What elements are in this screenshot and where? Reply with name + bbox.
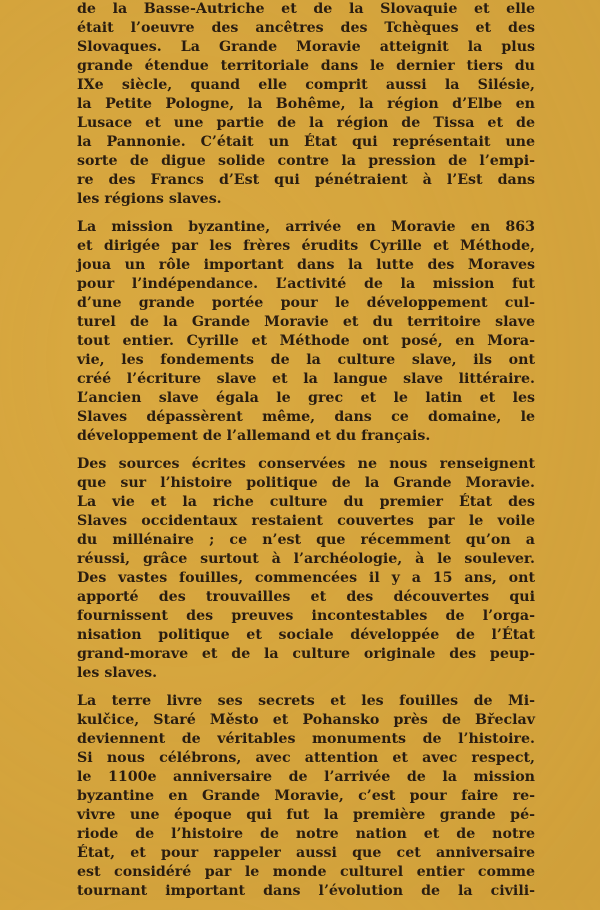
text-line: et dirigée par les frères érudits Cyrille et Méthode, — [77, 238, 535, 254]
text-line: apporté des trouvailles et des découvertes qui — [77, 589, 535, 605]
text-line: re des Francs d’Est qui pénétraient à l’Est dans — [77, 172, 535, 188]
text-line: byzantine en Grande Moravie, c’est pour faire re- — [77, 788, 535, 804]
text-line: riode de l’histoire de notre nation et de notre — [77, 826, 535, 842]
text-line: d’une grande portée pour le développement cul- — [77, 295, 535, 311]
text-line: La terre livre ses secrets et les fouilles de Mi- — [77, 693, 535, 709]
text-line: était l’oeuvre des ancêtres des Tchèques et des — [77, 20, 535, 36]
text-line: que sur l’histoire politique de la Grande Moravie. — [77, 475, 535, 491]
text-line: grand-morave et de la culture originale des peup- — [77, 646, 535, 662]
text-line: sorte de digue solide contre la pression de l’empi- — [77, 153, 535, 169]
text-line: tournant important dans l’évolution de la civili- — [77, 883, 535, 899]
text-line: La mission byzantine, arrivée en Moravie en 863 — [77, 219, 535, 235]
text-line: créé l’écriture slave et la langue slave littéraire. — [77, 371, 535, 387]
text-line: Slaves dépassèrent même, dans ce domaine, le — [77, 409, 535, 425]
text-line: réussi, grâce surtout à l’archéologie, à le soulever. — [77, 551, 535, 567]
text-line: les régions slaves. — [77, 191, 222, 207]
paragraph — [77, 455, 535, 683]
text-line: vie, les fondements de la culture slave, ils ont — [77, 352, 535, 368]
text-line: de la Basse-Autriche et de la Slovaquie et elle — [77, 1, 535, 17]
text-line: joua un rôle important dans la lutte des Moraves — [77, 257, 535, 273]
paragraph — [77, 218, 535, 446]
text-line: turel de la Grande Moravie et du territoire slave — [77, 314, 535, 330]
paragraph — [77, 0, 535, 209]
text-line: pour l’indépendance. L’activité de la mission fut — [77, 276, 535, 292]
text-line: Slovaques. La Grande Moravie atteignit la plus — [77, 39, 535, 55]
text-line: du millénaire ; ce n’est que récemment qu’on a — [77, 532, 535, 548]
paragraph — [77, 692, 535, 901]
text-line: deviennent de véritables monuments de l’histoire. — [77, 731, 535, 747]
text-line: État, et pour rappeler aussi que cet anniversaire — [77, 845, 535, 861]
text-line: tout entier. Cyrille et Méthode ont posé, en Mora- — [77, 333, 535, 349]
text-line: les slaves. — [77, 665, 158, 681]
text-line: Des vastes fouilles, commencées il y a 15 ans, ont — [77, 570, 535, 586]
text-line: grande étendue territoriale dans le dernier tiers du — [77, 58, 535, 74]
text-line: le 1100e anniversaire de l’arrivée de la mission — [77, 769, 535, 785]
text-line: la Pannonie. C’était un État qui représentait une — [77, 134, 535, 150]
text-line: Slaves occidentaux restaient couvertes par le voile — [77, 513, 535, 529]
text-line: est considéré par le monde culturel entier comme — [77, 864, 535, 880]
text-line: IXe siècle, quand elle comprit aussi la Silésie, — [77, 77, 535, 93]
text-line: Si nous célébrons, avec attention et avec respect, — [77, 750, 535, 766]
text-line: nisation politique et sociale développée de l’État — [77, 627, 535, 643]
text-line: Des sources écrites conservées ne nous renseignent — [77, 456, 535, 472]
text-line: Lusace et une partie de la région de Tissa et de — [77, 115, 535, 131]
text-line: la Petite Pologne, la Bohême, la région d’Elbe en — [77, 96, 535, 112]
text-line: développement de l’allemand et du français. — [77, 428, 431, 444]
document-page — [77, 0, 535, 910]
text-line: La vie et la riche culture du premier État des — [77, 494, 535, 510]
text-line: fournissent des preuves incontestables de l’orga- — [77, 608, 535, 624]
text-line: vivre une époque qui fut la première grande pé- — [77, 807, 535, 823]
text-line: L’ancien slave égala le grec et le latin et les — [77, 390, 535, 406]
text-line: kulčice, Staré Město et Pohansko près de Břeclav — [77, 712, 535, 728]
